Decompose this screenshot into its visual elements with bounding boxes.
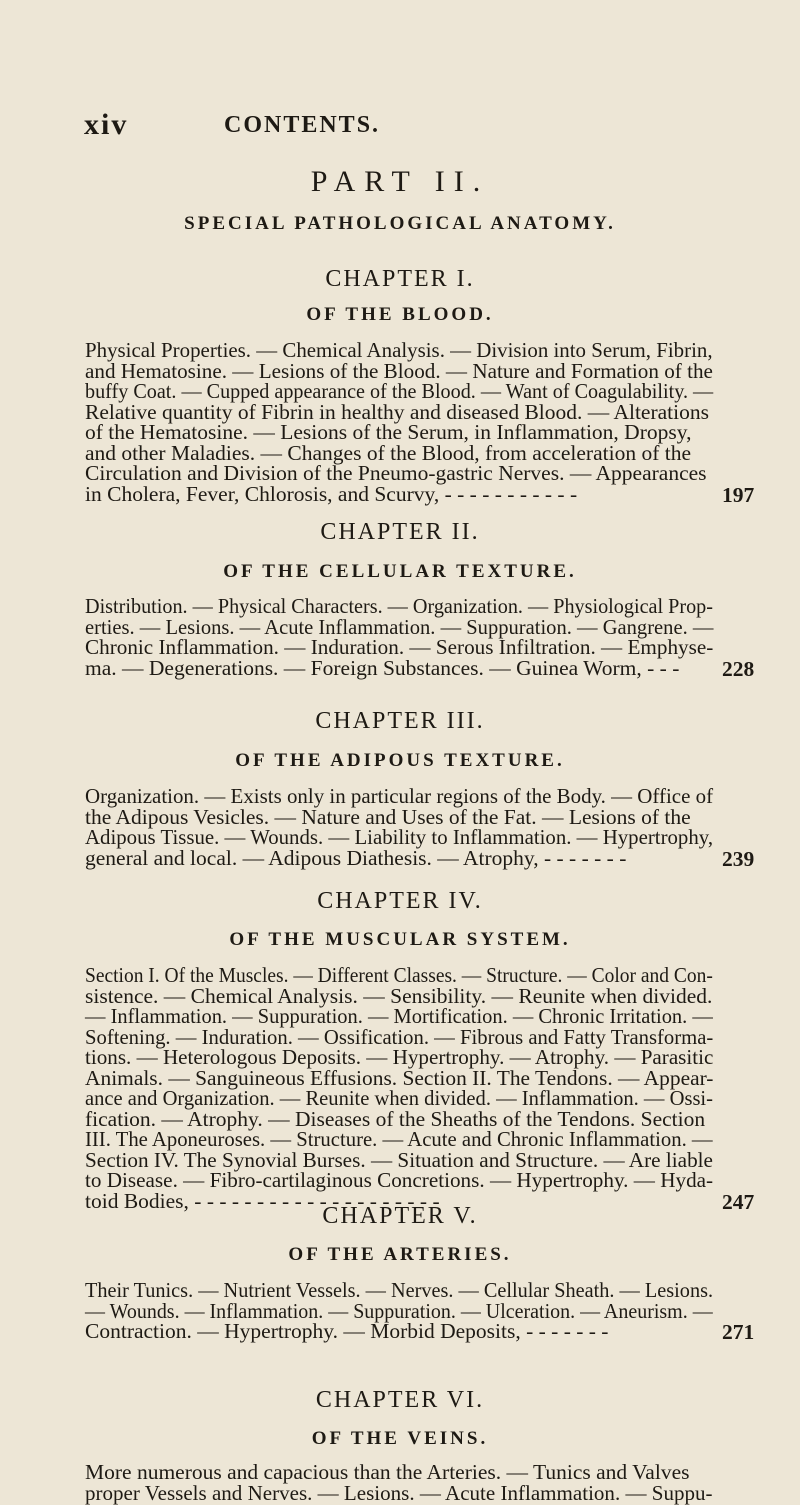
chapter-summary: [85, 965, 713, 1211]
summary-line: of the Hematosine. — Lesions of the Serum, in Inflammation, Dropsy,: [85, 420, 692, 444]
summary-line: proper Vessels and Nerves. — Lesions. — Acute Inflammation. — Suppu-: [85, 1480, 713, 1505]
summary-line: Section I. Of the Muscles. — Different Classes. — Structure. — Color and Con-: [85, 963, 713, 987]
summary-line: Their Tunics. — Nutrient Vessels. — Nerves. — Cellular Sheath. — Lesions.: [85, 1278, 714, 1302]
chapter-heading: CHAPTER I.: [325, 266, 475, 292]
chapter-subject: OF THE VEINS.: [311, 1428, 489, 1449]
summary-line: fication. — Atrophy. — Diseases of the Sheaths of the Tendons. Section: [85, 1106, 706, 1131]
summary-line: Chronic Inflammation. — Induration. — Serous Infiltration. — Emphyse-: [85, 635, 714, 659]
summary-line: sistence. — Chemical Analysis. — Sensibility. — Reunite when divided.: [85, 983, 713, 1008]
summary-line: to Disease. — Fibro-cartilaginous Concretions. — Hypertrophy. — Hyda-: [85, 1168, 714, 1192]
summary-line: and other Maladies. — Changes of the Blood, from acceleration of the: [85, 440, 691, 465]
summary-line: in Cholera, Fever, Chlorosis, and Scurvy, - - - - - - - - - - -: [85, 481, 578, 506]
page-reference: 197: [722, 482, 755, 507]
summary-line: ance and Organization. — Reunite when divided. — Inflammation. — Ossi-: [85, 1086, 713, 1110]
chapter-heading: CHAPTER II.: [320, 519, 480, 545]
chapter-subject: OF THE ARTERIES.: [288, 1244, 512, 1265]
chapter-subject: OF THE MUSCULAR SYSTEM.: [229, 929, 571, 950]
summary-line: the Adipous Vesicles. — Nature and Uses of the Fat. — Lesions of the: [85, 804, 691, 829]
chapter-summary: [85, 1280, 713, 1342]
chapter-summary: [85, 596, 713, 678]
summary-line: — Inflammation. — Suppuration. — Mortification. — Chronic Irritation. —: [85, 1004, 713, 1028]
part-title: PART II.: [310, 165, 490, 198]
page-reference: 271: [722, 1320, 755, 1344]
chapter-summary: [85, 340, 713, 504]
running-title: CONTENTS.: [224, 112, 381, 138]
chapter-summary: [85, 1462, 713, 1503]
chapter-subject: OF THE CELLULAR TEXTURE.: [223, 561, 577, 582]
running-head: [84, 108, 730, 140]
summary-line: Circulation and Division of the Pneumo-gastric Nerves. — Appearances: [85, 461, 707, 485]
summary-line: Section IV. The Synovial Burses. — Situation and Structure. — Are liable: [85, 1147, 713, 1172]
summary-line: toid Bodies, - - - - - - - - - - - - - - - - - - - -: [85, 1188, 440, 1213]
page-reference: 239: [722, 846, 755, 871]
summary-line: general and local. — Adipous Diathesis. — Atrophy, - - - - - - -: [85, 845, 627, 870]
summary-line: Distribution. — Physical Characters. — Organization. — Physiological Prop-: [85, 594, 713, 618]
chapter-subject: OF THE BLOOD.: [306, 304, 494, 325]
chapter-heading: CHAPTER IV.: [317, 888, 483, 914]
page-folio: xiv: [84, 108, 129, 141]
page-reference: 228: [722, 656, 755, 681]
summary-line: Relative quantity of Fibrin in healthy and diseased Blood. — Alterations: [85, 399, 709, 424]
chapter-heading: CHAPTER III.: [315, 708, 485, 734]
summary-line: buffy Coat. — Cupped appearance of the Blood. — Want of Coagulability. —: [85, 379, 714, 403]
part-subtitle: SPECIAL PATHOLOGICAL ANATOMY.: [184, 213, 616, 234]
summary-line: Animals. — Sanguineous Effusions. Section II. The Tendons. — Appear-: [85, 1065, 714, 1090]
summary-line: Physical Properties. — Chemical Analysis. — Division into Serum, Fibrin,: [85, 338, 713, 362]
summary-line: III. The Aponeuroses. — Structure. — Acute and Chronic Inflammation. —: [85, 1127, 713, 1151]
summary-line: ma. — Degenerations. — Foreign Substances. — Guinea Worm, - - -: [85, 655, 680, 680]
summary-line: and Hematosine. — Lesions of the Blood. — Nature and Formation of the: [85, 358, 713, 383]
chapter-subject: OF THE ADIPOUS TEXTURE.: [235, 750, 565, 771]
summary-line: Adipous Tissue. — Wounds. — Liability to Inflammation. — Hypertrophy,: [85, 825, 714, 849]
summary-line: More numerous and capacious than the Arteries. — Tunics and Valves: [85, 1460, 690, 1484]
chapter-summary: [85, 786, 713, 868]
chapter-heading: CHAPTER VI.: [315, 1387, 485, 1413]
chapter-heading: CHAPTER V.: [322, 1203, 478, 1229]
summary-line: — Wounds. — Inflammation. — Suppuration. — Ulceration. — Aneurism. —: [85, 1298, 713, 1323]
summary-line: erties. — Lesions. — Acute Inflammation. — Suppuration. — Gangrene. —: [85, 614, 714, 639]
page-reference: 247: [722, 1189, 755, 1214]
summary-line: Softening. — Induration. — Ossification. — Fibrous and Fatty Transforma-: [85, 1024, 714, 1049]
summary-line: Organization. — Exists only in particular regions of the Body. — Office of: [85, 784, 714, 808]
summary-line: Contraction. — Hypertrophy. — Morbid Deposits, - - - - - - -: [85, 1319, 609, 1343]
summary-line: tions. — Heterologous Deposits. — Hypertrophy. — Atrophy. — Parasitic: [85, 1045, 714, 1069]
